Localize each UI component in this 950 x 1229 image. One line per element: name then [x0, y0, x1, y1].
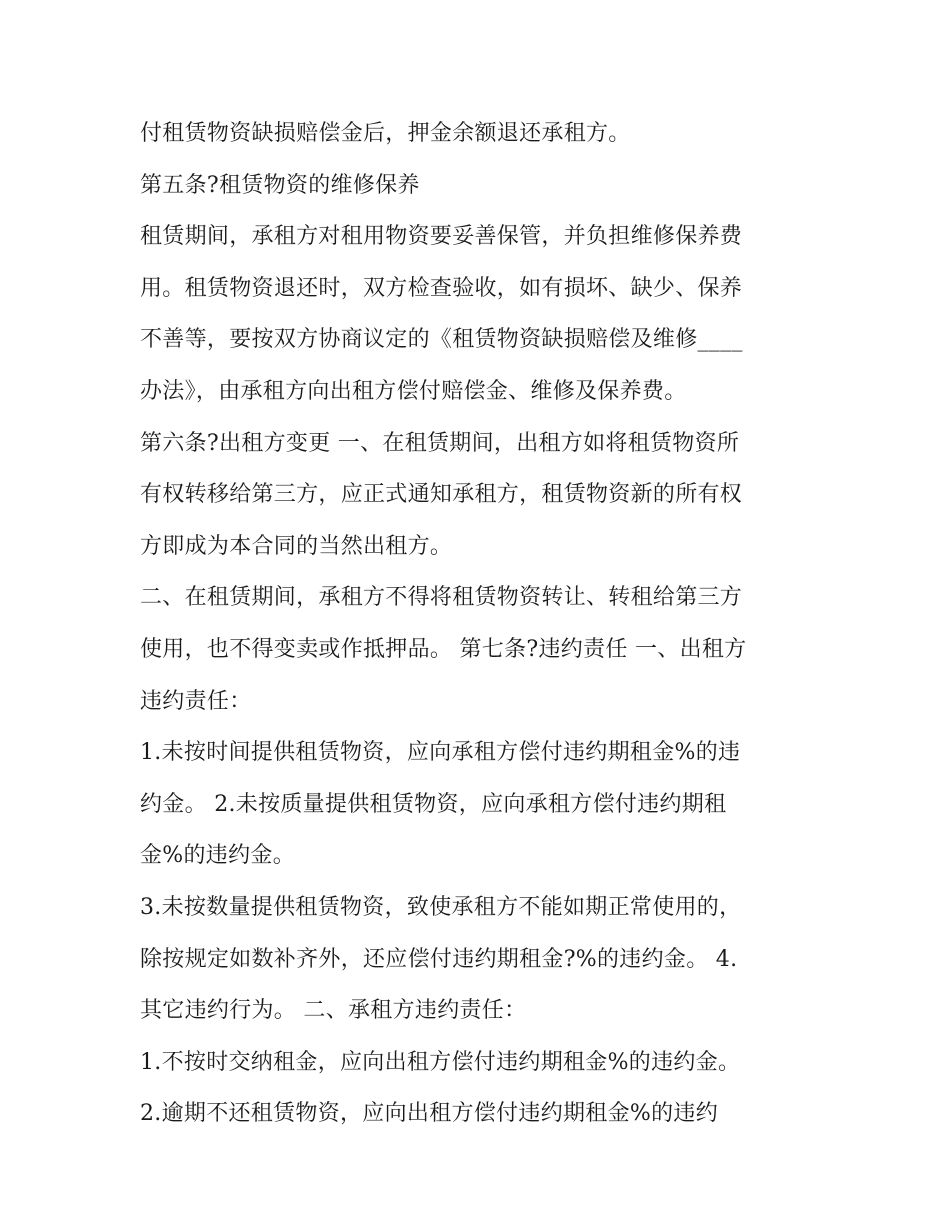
- text-line: 除按规定如数补齐外，还应偿付违约期租金?%的违约金。 4.: [140, 946, 738, 972]
- text-line: 有权转移给第三方，应正式通知承租方，租赁物资新的所有权: [140, 482, 743, 508]
- text-line: 2.逾期不还租赁物资，应向出租方偿付违约期租金%的违约: [140, 1101, 718, 1127]
- text-line: 违约责任：: [140, 688, 252, 714]
- text-line: 用。租赁物资退还时，双方检查验收，如有损坏、缺少、保养: [140, 275, 743, 301]
- text-line: 租赁期间，承租方对租用物资要妥善保管，并负担维修保养费: [140, 224, 743, 250]
- text-line: 约金。 2.未按质量提供租赁物资，应向承租方偿付违约期租: [140, 791, 727, 817]
- text-line: 不善等，要按双方协商议定的《租赁物资缺损赔偿及维修____: [140, 327, 743, 353]
- text-line: 1.不按时交纳租金，应向出租方偿付违约期租金%的违约金。: [140, 1049, 741, 1075]
- text-line: 1.未按时间提供租赁物资，应向承租方偿付违约期租金%的违: [140, 740, 741, 766]
- text-line: 方即成为本合同的当然出租方。: [140, 533, 453, 559]
- document-body: [140, 108, 820, 1140]
- text-line: 3.未按数量提供租赁物资，致使承租方不能如期正常使用的，: [140, 894, 742, 920]
- text-line: 其它违约行为。 二、承租方违约责任：: [140, 998, 527, 1024]
- text-line: 办法》，由承租方向出租方偿付赔偿金、维修及保养费。: [140, 378, 687, 404]
- section-heading: 第五条?租赁物资的维修保养: [140, 172, 420, 198]
- text-line: 第六条?出租方变更 一、在租赁期间，出租方如将租赁物资所: [140, 430, 740, 456]
- text-line: 二、在租赁期间，承租方不得将租赁物资转让、转租给第三方: [140, 585, 743, 611]
- text-line: 金%的违约金。: [140, 843, 296, 869]
- text-line: 使用，也不得变卖或作抵押品。 第七条?违约责任 一、出租方: [140, 636, 747, 662]
- text-line: 付租赁物资缺损赔偿金后，押金余额退还承租方。: [140, 121, 631, 146]
